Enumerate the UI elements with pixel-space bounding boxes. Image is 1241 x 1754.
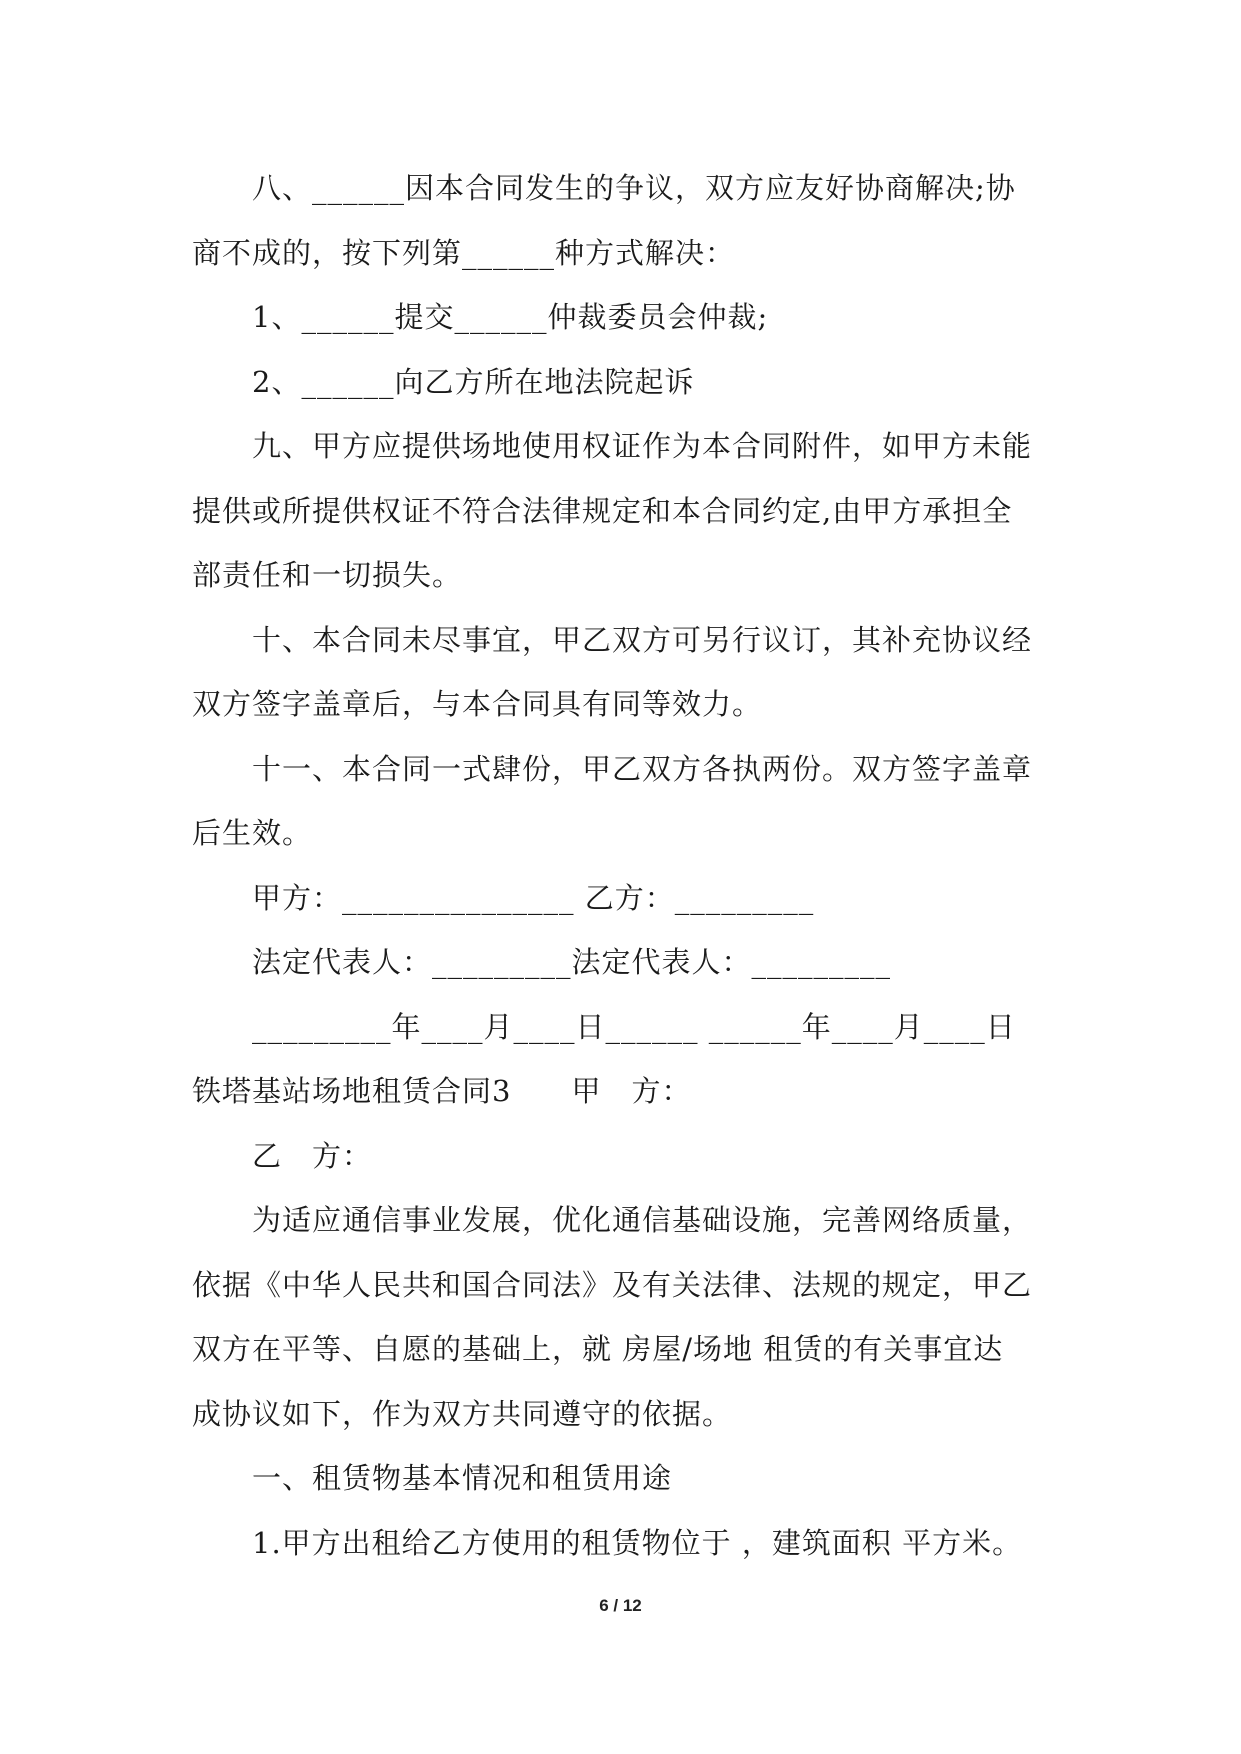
- preamble-line-1: 为适应通信事业发展，优化通信基础设施，完善网络质量，: [252, 1203, 1033, 1237]
- clause-8-line-2: 商不成的，按下列第______种方式解决：: [192, 235, 736, 270]
- contract-3-title: 铁塔基站场地租赁合同3 甲 方：: [192, 1074, 692, 1108]
- signature-parties: 甲方：_______________ 乙方：_________: [252, 880, 815, 915]
- clause-9-line-2: 提供或所提供权证不符合法律规定和本合同约定,由甲方承担全: [192, 493, 1013, 528]
- clause-8-line-1: 八、______因本合同发生的争议，双方应友好协商解决;协: [252, 171, 1016, 205]
- section-1-heading: 一、租赁物基本情况和租赁用途: [252, 1461, 673, 1495]
- page-number: 6 / 12: [599, 1596, 642, 1615]
- clause-8-option-1: 1、______提交______仲裁委员会仲裁;: [252, 300, 769, 334]
- preamble-line-2: 依据《中华人民共和国合同法》及有关法律、法规的规定，甲乙: [192, 1267, 1033, 1302]
- signature-representatives: 法定代表人：_________法定代表人：_________: [252, 945, 892, 979]
- preamble-line-3: 双方在平等、自愿的基础上，就 房屋/场地 租赁的有关事宜达: [192, 1332, 1004, 1366]
- clause-10-line-1: 十、本合同未尽事宜，甲乙双方可另行议订，其补充协议经: [252, 622, 1033, 657]
- clause-10-line-2: 双方签字盖章后，与本合同具有同等效力。: [192, 687, 763, 721]
- section-1-item-1: 1.甲方出租给乙方使用的租赁物位于 ，建筑面积 平方米。: [252, 1525, 1023, 1560]
- preamble-line-4: 成协议如下，作为双方共同遵守的依据。: [192, 1396, 733, 1431]
- document-body: [192, 156, 1082, 1575]
- clause-9-line-1: 九、甲方应提供场地使用权证作为本合同附件，如甲方未能: [252, 429, 1033, 463]
- clause-11-line-1: 十一、本合同一式肆份，甲乙双方各执两份。双方签字盖章: [252, 751, 1033, 786]
- clause-8-option-2: 2、______向乙方所在地法院起诉: [252, 364, 695, 399]
- party-b-label: 乙 方：: [252, 1138, 373, 1173]
- clause-11-line-2: 后生效。: [192, 816, 313, 850]
- clause-9-line-3: 部责任和一切损失。: [192, 558, 463, 592]
- signature-dates: _________年____月____日______ ______年____月____日: [252, 1009, 1016, 1044]
